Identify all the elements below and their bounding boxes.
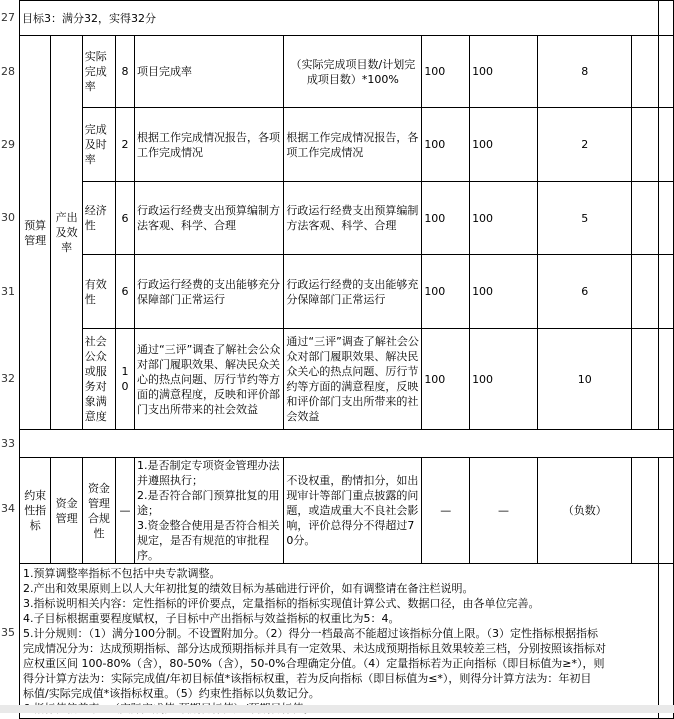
constraint-row bbox=[20, 458, 674, 564]
target-cell[interactable]: 100 bbox=[422, 36, 470, 108]
table-row bbox=[20, 182, 674, 255]
performance-table bbox=[19, 0, 674, 719]
note-line: 得分计算方法为：实际完成值/年初目标值*该指标权重，若为反向指标（即目标值为≤*），则得分计算方法为：年初目 bbox=[23, 672, 592, 685]
empty-cell[interactable] bbox=[632, 36, 658, 108]
indicator-cell[interactable]: 有效性 bbox=[82, 255, 115, 329]
empty-cell[interactable] bbox=[658, 1, 673, 36]
empty-cell[interactable] bbox=[632, 329, 658, 430]
category-cell[interactable]: 约束性指标 bbox=[20, 458, 51, 564]
row-number[interactable]: 28 bbox=[0, 35, 19, 107]
horizontal-scrollbar[interactable] bbox=[0, 705, 674, 713]
indicator-cell[interactable]: 实际完成率 bbox=[82, 36, 115, 108]
note-line: 完成情况分为：达成预期指标、部分达成预期指标并具有一定效果、未达成预期指标且效果较差三档，分别按照该指标对 bbox=[23, 642, 606, 655]
notes-row bbox=[20, 564, 674, 719]
content-cell[interactable]: 项目完成率 bbox=[134, 36, 283, 108]
obtained-cell[interactable]: 8 bbox=[538, 36, 632, 108]
table-row bbox=[20, 329, 674, 430]
content-cell[interactable]: 行政运行经费支出预算编制方法客观、科学、合理 bbox=[134, 182, 283, 255]
actual-cell[interactable]: — bbox=[470, 458, 538, 564]
row-number[interactable]: 33 bbox=[0, 429, 19, 457]
actual-cell[interactable]: 100 bbox=[470, 36, 538, 108]
standard-cell[interactable]: （实际完成项目数/计划完成项目数）*100% bbox=[284, 36, 422, 108]
empty-cell[interactable] bbox=[632, 182, 658, 255]
score-cell[interactable]: 6 bbox=[116, 182, 135, 255]
obtained-cell[interactable]: 5 bbox=[538, 182, 632, 255]
empty-row bbox=[20, 430, 674, 458]
subcategory-cell[interactable]: 产出及效率 bbox=[51, 36, 82, 430]
notes-cell[interactable] bbox=[20, 564, 659, 719]
content-cell[interactable]: 通过“三评”调查了解社会公众对部门履职效果、解决民众关心的热点问题、厉行节约等方面的满意程度，反映和评价部门支出所带来的社会效益 bbox=[134, 329, 283, 430]
empty-cell[interactable] bbox=[658, 182, 673, 255]
score-cell[interactable]: — bbox=[116, 458, 135, 564]
empty-cell[interactable] bbox=[658, 108, 673, 182]
standard-cell[interactable]: 根据工作完成情况报告，各项工作完成情况 bbox=[284, 108, 422, 182]
row-number[interactable]: 31 bbox=[0, 254, 19, 328]
actual-cell[interactable]: 100 bbox=[470, 108, 538, 182]
goal3-header[interactable]: 目标3：满分32，实得32分 bbox=[20, 1, 659, 36]
score-cell[interactable]: 8 bbox=[116, 36, 135, 108]
row-number[interactable]: 30 bbox=[0, 181, 19, 254]
target-cell[interactable]: 100 bbox=[422, 255, 470, 329]
note-line: 应权重区间 100-80%（含），80-50%（含），50-0%合理确定分值。（4）定量指标若为正向指标（即目标值为≥*），则 bbox=[23, 657, 605, 670]
actual-cell[interactable]: 100 bbox=[470, 255, 538, 329]
row-number[interactable]: 29 bbox=[0, 107, 19, 181]
row-number[interactable]: 34 bbox=[0, 457, 19, 560]
score-cell[interactable]: 10 bbox=[116, 329, 135, 430]
table-row bbox=[20, 36, 674, 108]
row-number[interactable]: 35 bbox=[0, 560, 19, 705]
actual-cell[interactable]: 100 bbox=[470, 329, 538, 430]
obtained-cell[interactable]: 10 bbox=[538, 329, 632, 430]
standard-cell[interactable]: 通过“三评”调查了解社会公众对部门履职效果、解决民众关心的热点问题、厉行节约等方面的满意程度，反映和评价部门支出所带来的社会效益 bbox=[284, 329, 422, 430]
score-cell[interactable]: 6 bbox=[116, 255, 135, 329]
empty-cell[interactable] bbox=[658, 255, 673, 329]
note-line: 5.计分规则：（1）满分100分制。不设置附加分。（2）得分一档最高不能超过该指标分值上限。（3）定性指标根据指标 bbox=[23, 627, 598, 640]
empty-cell[interactable] bbox=[632, 255, 658, 329]
standard-cell[interactable]: 行政运行经费支出预算编制方法客观、科学、合理 bbox=[284, 182, 422, 255]
note-line: 4.子目标根据重要程度赋权，子目标中产出指标与效益指标的权重比为5：4。 bbox=[23, 612, 400, 625]
content-cell[interactable]: 1.是否制定专项资金管理办法并遵照执行； 2.是否符合部门预算批复的用途； 3.资金整合使用是否符合相关规定，是否有规范的审批程序。 bbox=[134, 458, 283, 564]
obtained-cell[interactable]: （负数） bbox=[538, 458, 632, 564]
indicator-cell[interactable]: 社会公众或服务对象满意度 bbox=[82, 329, 115, 430]
indicator-cell[interactable]: 资金管理合规性 bbox=[82, 458, 115, 564]
row-number[interactable]: 27 bbox=[0, 0, 19, 35]
indicator-cell[interactable]: 完成及时率 bbox=[82, 108, 115, 182]
category-cell[interactable]: 预算管理 bbox=[20, 36, 51, 430]
empty-cell[interactable] bbox=[658, 564, 673, 719]
empty-cell[interactable] bbox=[632, 458, 658, 564]
empty-cell[interactable] bbox=[658, 36, 673, 108]
content-cell[interactable]: 行政运行经费的支出能够充分保障部门正常运行 bbox=[134, 255, 283, 329]
empty-cell[interactable] bbox=[658, 329, 673, 430]
row-number[interactable]: 32 bbox=[0, 328, 19, 429]
target-cell[interactable]: — bbox=[422, 458, 470, 564]
obtained-cell[interactable]: 2 bbox=[538, 108, 632, 182]
table-row bbox=[20, 108, 674, 182]
standard-cell[interactable]: 行政运行经费的支出能够充分保障部门正常运行 bbox=[284, 255, 422, 329]
score-cell[interactable]: 2 bbox=[116, 108, 135, 182]
actual-cell[interactable]: 100 bbox=[470, 182, 538, 255]
indicator-cell[interactable]: 经济性 bbox=[82, 182, 115, 255]
obtained-cell[interactable]: 6 bbox=[538, 255, 632, 329]
subcategory-cell[interactable]: 资金管理 bbox=[51, 458, 82, 564]
target-cell[interactable]: 100 bbox=[422, 108, 470, 182]
empty-cell[interactable] bbox=[632, 108, 658, 182]
standard-cell[interactable]: 不设权重，酌情扣分，如出现审计等部门重点披露的问题，或造成重大不良社会影响，评价总得分不得超过70分。 bbox=[284, 458, 422, 564]
note-line: 2.产出和效果原则上以人大年初批复的绩效目标为基础进行评价，如有调整请在备注栏说明。 bbox=[23, 582, 474, 595]
target-cell[interactable]: 100 bbox=[422, 329, 470, 430]
note-line: 3.指标说明相关内容：定性指标的评价要点，定量指标的指标实现值计算公式、数据口径，由各单位完善。 bbox=[23, 597, 540, 610]
target-cell[interactable]: 100 bbox=[422, 182, 470, 255]
content-cell[interactable]: 根据工作完成情况报告，各项工作完成情况 bbox=[134, 108, 283, 182]
note-line: 标值/实际完成值*该指标权重。（5）约束性指标以负数记分。 bbox=[23, 687, 320, 700]
goal3-header-row bbox=[20, 1, 674, 36]
note-line: 1.预算调整率指标不包括中央专款调整。 bbox=[23, 567, 221, 580]
empty-cell[interactable] bbox=[658, 458, 673, 564]
empty-cell[interactable] bbox=[20, 430, 674, 458]
table-row bbox=[20, 255, 674, 329]
